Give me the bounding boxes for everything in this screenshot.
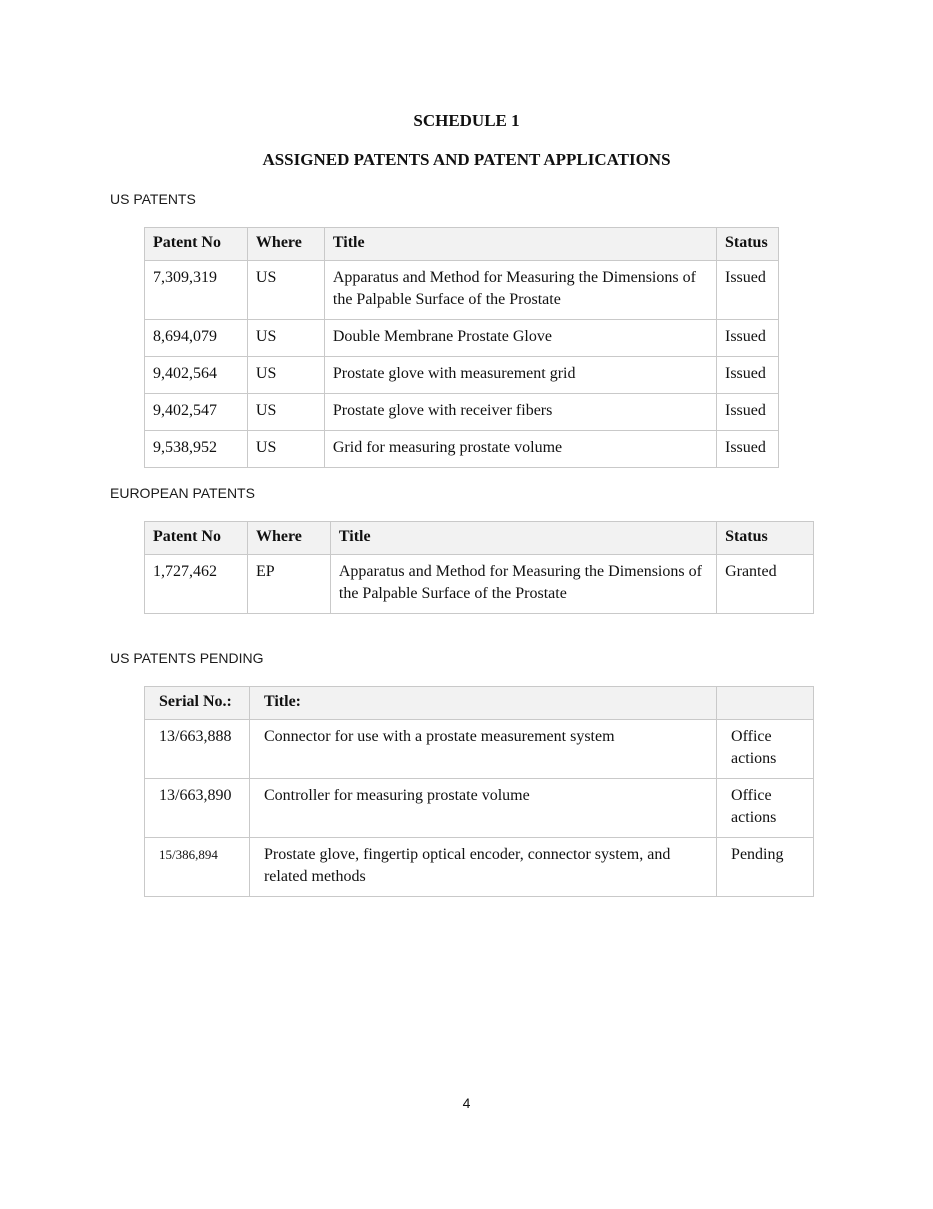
patent-title-cell: Grid for measuring prostate volume xyxy=(324,431,716,468)
column-header-where: Where xyxy=(247,228,324,261)
status-cell: Office actions xyxy=(717,720,814,779)
status-cell: Issued xyxy=(716,320,778,357)
table-row xyxy=(145,431,779,468)
us-patents-pending-table xyxy=(144,686,814,897)
column-header-status: Status xyxy=(716,228,778,261)
schedule-subtitle: ASSIGNED PATENTS AND PATENT APPLICATIONS xyxy=(262,150,671,169)
us-patents-heading: US PATENTS xyxy=(110,191,196,207)
status-cell: Issued xyxy=(716,394,778,431)
column-header-where: Where xyxy=(247,522,330,555)
table-header-row xyxy=(145,522,814,555)
table-row xyxy=(145,261,779,320)
status-cell: Office actions xyxy=(717,779,814,838)
patent-number-cell: 9,402,547 xyxy=(145,394,248,431)
column-header-status xyxy=(717,687,814,720)
jurisdiction-cell: US xyxy=(247,431,324,468)
column-header-status: Status xyxy=(717,522,814,555)
application-title-cell: Connector for use with a prostate measurement system xyxy=(249,720,716,779)
table-row xyxy=(145,838,814,897)
patent-title-cell: Apparatus and Method for Measuring the Dimensions of the Palpable Surface of the Prostate xyxy=(324,261,716,320)
table-header-row xyxy=(145,228,779,261)
table-row xyxy=(145,320,779,357)
patent-number-cell: 8,694,079 xyxy=(145,320,248,357)
serial-number-cell: 13/663,890 xyxy=(145,779,250,838)
table-row xyxy=(145,555,814,614)
patent-number-cell: 9,538,952 xyxy=(145,431,248,468)
status-cell: Pending xyxy=(717,838,814,897)
jurisdiction-cell: US xyxy=(247,394,324,431)
status-cell: Issued xyxy=(716,261,778,320)
patent-title-cell: Double Membrane Prostate Glove xyxy=(324,320,716,357)
table-header-row xyxy=(145,687,814,720)
application-title-cell: Controller for measuring prostate volume xyxy=(249,779,716,838)
page-number: 4 xyxy=(462,1095,471,1111)
status-cell: Issued xyxy=(716,357,778,394)
jurisdiction-cell: US xyxy=(247,357,324,394)
patent-number-cell: 7,309,319 xyxy=(145,261,248,320)
table-row xyxy=(145,720,814,779)
table-row xyxy=(145,394,779,431)
serial-number-cell: 15/386,894 xyxy=(145,838,250,897)
jurisdiction-cell: US xyxy=(247,261,324,320)
column-header-title: Title xyxy=(324,228,716,261)
patent-title-cell: Apparatus and Method for Measuring the Dimensions of the Palpable Surface of the Prostate xyxy=(330,555,716,614)
column-header-title: Title: xyxy=(249,687,716,720)
patent-title-cell: Prostate glove with receiver fibers xyxy=(324,394,716,431)
table-row xyxy=(145,779,814,838)
patent-title-cell: Prostate glove with measurement grid xyxy=(324,357,716,394)
application-title-cell: Prostate glove, fingertip optical encoder, connector system, and related methods xyxy=(249,838,716,897)
serial-number-cell: 13/663,888 xyxy=(145,720,250,779)
us-patents-table xyxy=(144,227,779,468)
jurisdiction-cell: US xyxy=(247,320,324,357)
schedule-title: SCHEDULE 1 xyxy=(413,111,520,130)
table-row xyxy=(145,357,779,394)
status-cell: Granted xyxy=(717,555,814,614)
column-header-patent-no: Patent No xyxy=(145,228,248,261)
jurisdiction-cell: EP xyxy=(247,555,330,614)
status-cell: Issued xyxy=(716,431,778,468)
column-header-serial-no: Serial No.: xyxy=(145,687,250,720)
us-patents-pending-heading: US PATENTS PENDING xyxy=(110,650,264,666)
column-header-title: Title xyxy=(330,522,716,555)
european-patents-table xyxy=(144,521,814,614)
patent-number-cell: 1,727,462 xyxy=(145,555,248,614)
column-header-patent-no: Patent No xyxy=(145,522,248,555)
patent-number-cell: 9,402,564 xyxy=(145,357,248,394)
european-patents-heading: EUROPEAN PATENTS xyxy=(110,485,255,501)
